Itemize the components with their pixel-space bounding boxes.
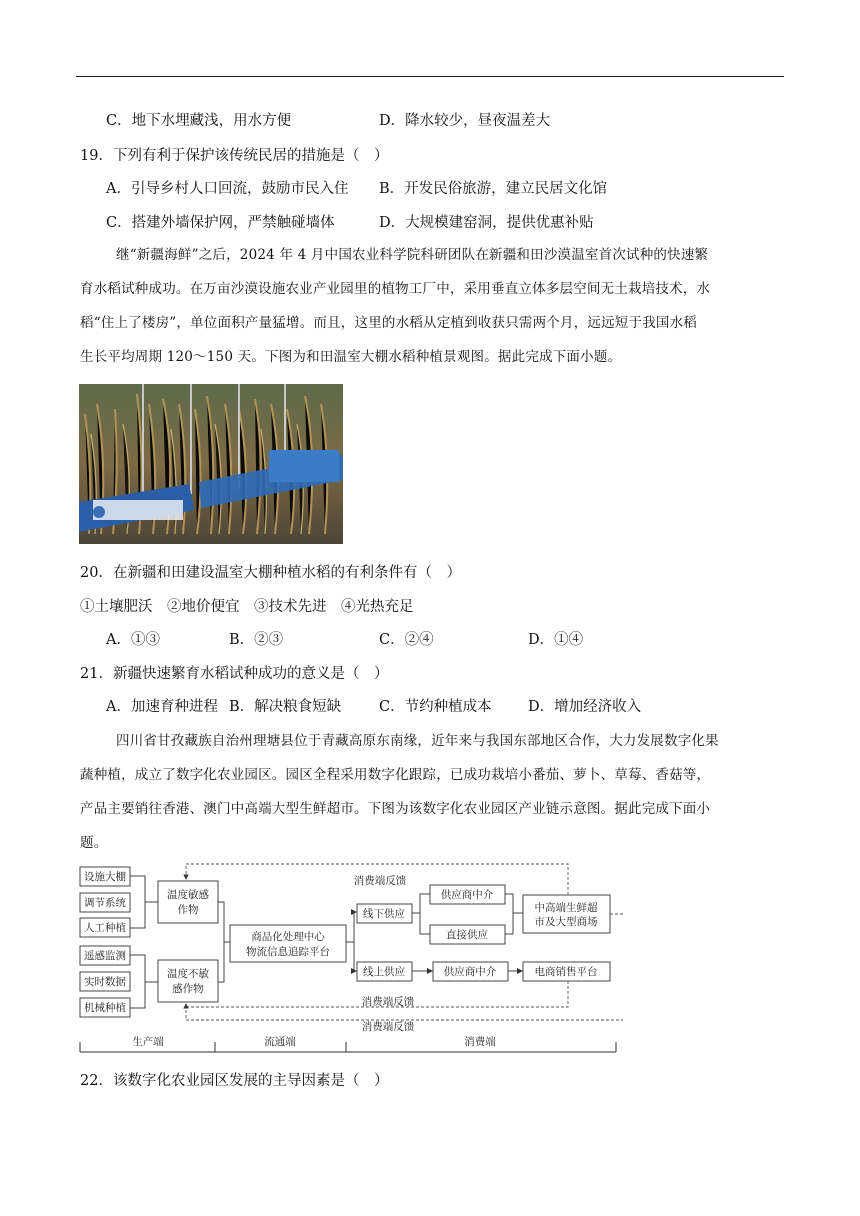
label-input-top-1: 设施大棚 — [84, 871, 126, 883]
q21-option-c[interactable]: C．节约种植成本 — [379, 699, 492, 715]
q21-option-b[interactable]: B．解决粮食短缺 — [229, 699, 342, 715]
passage-rice-line-4: 生长平均周期 120～150 天。下图为和田温室大棚水稻种植景观图。据此完成下面小题。 — [80, 349, 622, 365]
label-stage-circulation: 流通端 — [264, 1036, 296, 1048]
label-crop-insensitive-2: 感作物 — [172, 983, 204, 995]
label-crop-insensitive-1: 温度不敏 — [167, 968, 209, 980]
passage-rice-line-1: 继“新疆海鲜”之后，2024 年 4 月中国农业科学院科研团队在新疆和田沙漠温室首次试种的快速繁 — [116, 247, 709, 263]
label-center-2: 物流信息追踪平台 — [246, 946, 330, 958]
label-input-bottom-3: 机械种植 — [84, 1002, 126, 1014]
label-center-1: 商品化处理中心 — [251, 931, 325, 943]
label-input-bottom-1: 遥感监测 — [84, 950, 126, 962]
box-crop-sensitive — [158, 881, 218, 923]
q19-option-d[interactable]: D．大规模建窑洞，提供优惠补贴 — [379, 215, 594, 231]
q21-stem: 21．新疆快速繁育水稻试种成功的意义是（ ） — [80, 666, 389, 682]
q18-option-d[interactable]: D．降水较少，昼夜温差大 — [379, 113, 551, 129]
q18-option-c[interactable]: C．地下水埋藏浅，用水方便 — [106, 113, 292, 129]
q22-stem: 22．该数字化农业园区发展的主导因素是（ ） — [80, 1073, 389, 1089]
label-feedback-mid: 消费端反馈 — [361, 996, 415, 1008]
label-crop-sensitive-2: 作物 — [177, 904, 199, 916]
passage-rice — [80, 238, 780, 374]
q20-conditions: ①土壤肥沃 ②地价便宜 ③技术先进 ④光热充足 — [80, 599, 414, 615]
passage-rice-line-3: 稻“住上了楼房”，单位面积产量猛增。而且，这里的水稻从定植到收获只需两个月，远远短于我国水稻 — [80, 315, 698, 331]
q21-option-d[interactable]: D．增加经济收入 — [528, 699, 642, 715]
label-crop-sensitive-1: 温度敏感 — [167, 889, 209, 901]
passage-rice-line-2: 育水稻试种成功。在万亩沙漠设施农业产业园里的植物工厂中，采用垂直立体多层空间无土栽培技术，水 — [80, 281, 711, 297]
label-feedback-top: 消费端反馈 — [353, 875, 407, 887]
q19-option-a[interactable]: A．引导乡村人口回流，鼓励市民入住 — [106, 181, 349, 197]
q20-option-b[interactable]: B．②③ — [229, 632, 284, 648]
label-stage-consumption: 消费端 — [464, 1036, 496, 1048]
label-ecommerce: 电商销售平台 — [534, 966, 598, 978]
passage-litang-line-2: 蔬种植，成立了数字化农业园区。园区全程采用数字化跟踪，已成功栽培小番茄、萝卜、草莓、香菇等， — [80, 767, 711, 783]
q19-option-c[interactable]: C．搭建外墙保护网，严禁触碰墙体 — [106, 215, 335, 231]
label-offline: 线下供应 — [363, 908, 405, 920]
q20-stem: 20．在新疆和田建设温室大棚种植水稻的有利条件有（ ） — [80, 565, 461, 581]
label-input-bottom-2: 实时数据 — [84, 976, 126, 988]
label-input-top-2: 调节系统 — [84, 897, 126, 909]
greenhouse-rice-photo — [79, 384, 343, 544]
label-stage-production: 生产端 — [132, 1036, 164, 1048]
label-direct: 直接供应 — [446, 929, 488, 941]
header-rule — [76, 76, 784, 77]
label-supplier-bottom: 供应商中介 — [443, 966, 497, 978]
label-feedback-bottom: 消费端反馈 — [361, 1021, 415, 1033]
q21-option-a[interactable]: A．加速育种进程 — [106, 699, 218, 715]
q20-option-c[interactable]: C．②④ — [379, 632, 434, 648]
industry-chain-diagram — [78, 862, 623, 1057]
q19-stem: 19．下列有利于保护该传统民居的措施是（ ） — [80, 148, 389, 164]
passage-litang-line-1: 四川省甘孜藏族自治州理塘县位于青藏高原东南缘，近年来与我国东部地区合作，大力发展数字化果 — [116, 733, 719, 749]
q19-option-b[interactable]: B．开发民俗旅游，建立民居文化馆 — [379, 181, 608, 197]
q20-option-a[interactable]: A．①③ — [106, 632, 160, 648]
label-supplier-top: 供应商中介 — [440, 889, 494, 901]
passage-litang-line-3: 产品主要销往香港、澳门中高端大型生鲜超市。下图为该数字化农业园区产业链示意图。据此完成下面小 — [80, 801, 711, 817]
label-supermarket-1: 中高端生鲜超 — [534, 902, 598, 914]
label-input-top-3: 人工种植 — [84, 922, 126, 934]
label-supermarket-2: 市及大型商场 — [534, 916, 598, 928]
q20-option-d[interactable]: D．①④ — [528, 632, 584, 648]
box-crop-insensitive — [158, 960, 218, 1002]
label-online: 线上供应 — [363, 966, 405, 978]
passage-litang — [80, 724, 780, 860]
passage-litang-line-4: 题。 — [80, 835, 108, 851]
